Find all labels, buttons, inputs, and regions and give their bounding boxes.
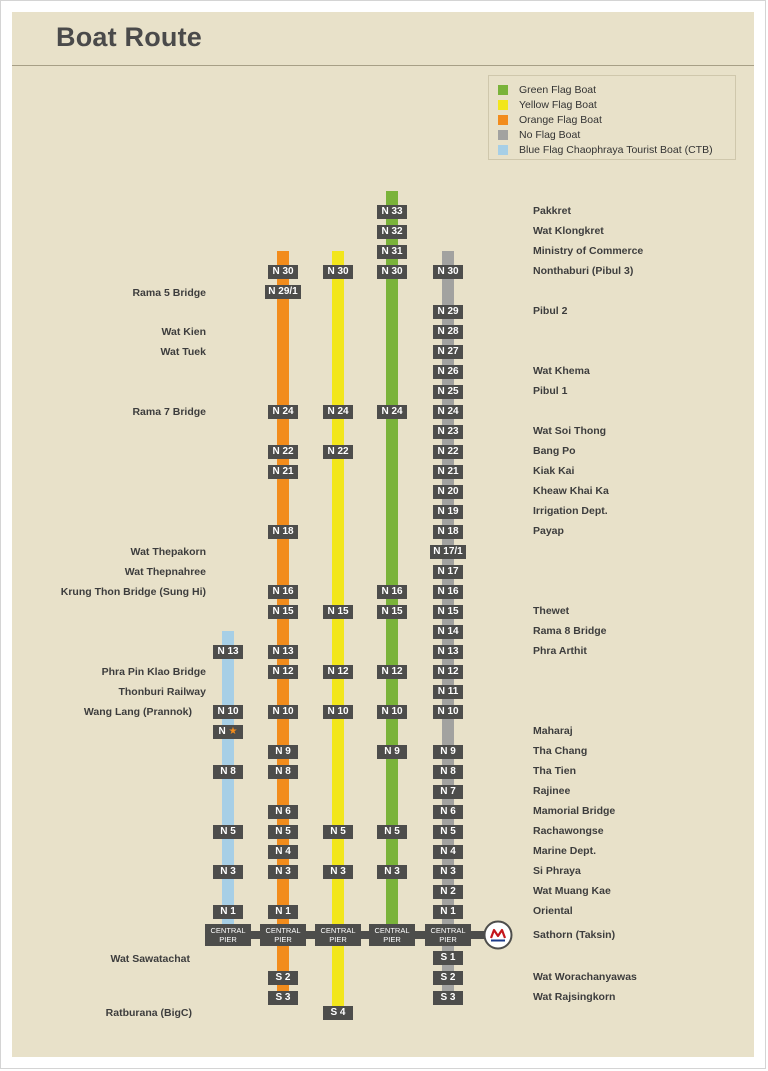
station-gray: N 1 [433,905,463,919]
station-blue: N ★ [213,725,243,739]
pier-label-left: Ratburana (BigC) [105,1007,192,1019]
pier-label-right: Rama 8 Bridge [533,625,607,637]
route-line-cap-gray [442,251,454,261]
station-gray: N 25 [433,385,463,399]
station-gray: N 7 [433,785,463,799]
station-gray: N 2 [433,885,463,899]
station-orange: N 18 [268,525,298,539]
pier-label-right: Maharaj [533,725,573,737]
station-blue: N 5 [213,825,243,839]
route-line-cap-yellow [332,251,344,261]
pier-label-right: Wat Worachanyawas [533,971,637,983]
pier-label-left: Wat Sawatachat [110,953,190,965]
legend-swatch [498,130,508,140]
page-title: Boat Route [56,22,202,52]
station-gray: N 21 [433,465,463,479]
central-pier-box-green: CENTRAL PIER [369,924,415,946]
station-yellow: N 3 [323,865,353,879]
legend-label: Orange Flag Boat [519,113,602,126]
pier-label-right: Marine Dept. [533,845,597,857]
station-gray: N 15 [433,605,463,619]
station-green: N 3 [377,865,407,879]
route-map-card [12,12,754,1057]
legend-swatch [498,115,508,125]
station-gray: N 13 [433,645,463,659]
route-line-cap-orange [277,251,289,261]
legend-item [498,142,713,157]
bts-logo-icon [483,920,513,950]
pier-label-right: Wat Klongkret [533,225,604,237]
station-gray: N 16 [433,585,463,599]
central-pier-box-orange: CENTRAL PIER [260,924,306,946]
station-gray: N 12 [433,665,463,679]
station-yellow: S 4 [323,1006,353,1020]
station-green: N 9 [377,745,407,759]
station-gray: N 17 [433,565,463,579]
station-gray: N 5 [433,825,463,839]
station-green: N 5 [377,825,407,839]
pier-label-right: Pakkret [533,205,571,217]
station-green: N 16 [377,585,407,599]
central-pier-box-gray: CENTRAL PIER [425,924,471,946]
station-gray: N 18 [433,525,463,539]
pier-label-right: Wat Rajsingkorn [533,991,616,1003]
pier-label-right: Oriental [533,905,573,917]
station-orange: N 5 [268,825,298,839]
pier-label-left: Krung Thon Bridge (Sung Hi) [60,586,206,598]
station-blue: N 13 [213,645,243,659]
station-gray: N 23 [433,425,463,439]
station-gray: N 26 [433,365,463,379]
station-green: N 30 [377,265,407,279]
station-gray: N 28 [433,325,463,339]
legend-swatch [498,85,508,95]
station-orange: N 6 [268,805,298,819]
legend-swatch [498,100,508,110]
pier-label-right: Pibul 1 [533,385,568,397]
pier-label-left: Wat Kien [161,326,206,338]
station-yellow: N 30 [323,265,353,279]
station-gray: N 17/1 [430,545,466,559]
pier-label-right: Tha Tien [533,765,576,777]
station-orange: N 13 [268,645,298,659]
pier-label-right: Bang Po [533,445,576,457]
station-orange: N 1 [268,905,298,919]
route-line-yellow [332,251,344,1015]
station-yellow: N 22 [323,445,353,459]
station-blue: N 8 [213,765,243,779]
station-orange: S 2 [268,971,298,985]
pier-label-left: Wat Thepakorn [130,546,206,558]
pier-label-right: Tha Chang [533,745,588,757]
route-line-green [386,191,398,932]
route-line-cap-blue [222,631,234,641]
station-orange: N 8 [268,765,298,779]
station-gray: N 27 [433,345,463,359]
pier-label-right: Mamorial Bridge [533,805,616,817]
pier-label-left: Wat Tuek [160,346,206,358]
station-gray: N 14 [433,625,463,639]
pier-label-left: Wat Thepnahree [124,566,206,578]
station-yellow: N 24 [323,405,353,419]
station-green: N 31 [377,245,407,259]
station-orange: N 24 [268,405,298,419]
station-gray: N 8 [433,765,463,779]
central-pier-box-yellow: CENTRAL PIER [315,924,361,946]
station-orange: N 22 [268,445,298,459]
pier-label-right: Rachawongse [533,825,604,837]
central-pier-box-blue: CENTRAL PIER [205,924,251,946]
station-orange: N 10 [268,705,298,719]
station-green: N 24 [377,405,407,419]
station-green: N 33 [377,205,407,219]
pier-label-right: Pibul 2 [533,305,568,317]
station-gray: N 10 [433,705,463,719]
station-orange: N 3 [268,865,298,879]
station-gray: N 20 [433,485,463,499]
station-orange: N 4 [268,845,298,859]
station-orange: N 9 [268,745,298,759]
station-green: N 10 [377,705,407,719]
title-divider [12,65,754,66]
pier-label-left: Thonburi Railway [118,686,206,698]
station-green: N 32 [377,225,407,239]
pier-label-right: Kiak Kai [533,465,575,477]
station-orange: N 30 [268,265,298,279]
station-gray: N 24 [433,405,463,419]
legend-label: Blue Flag Chaophraya Tourist Boat (CTB) [519,143,713,156]
station-yellow: N 10 [323,705,353,719]
pier-label-right: Payap [533,525,564,537]
pier-label-left: Rama 7 Bridge [132,406,206,418]
station-gray: S 3 [433,991,463,1005]
pier-label-right: Wat Soi Thong [533,425,607,437]
station-orange: S 3 [268,991,298,1005]
legend-swatch [498,145,508,155]
station-orange: N 15 [268,605,298,619]
station-gray: S 1 [433,951,463,965]
legend-item [498,127,580,142]
station-orange: N 21 [268,465,298,479]
station-green: N 12 [377,665,407,679]
station-yellow: N 5 [323,825,353,839]
station-green: N 15 [377,605,407,619]
pier-label-left: Rama 5 Bridge [132,287,206,299]
pier-label-right: Thewet [533,605,570,617]
legend-item [498,82,596,97]
station-blue: N 10 [213,705,243,719]
pier-label-right: Irrigation Dept. [533,505,608,517]
pier-label-right: Rajinee [533,785,571,797]
station-gray: N 19 [433,505,463,519]
station-yellow: N 15 [323,605,353,619]
station-blue: N 3 [213,865,243,879]
route-line-blue [222,631,234,932]
pier-label-right: Sathorn (Taksin) [533,929,616,941]
pier-label-right: Ministry of Commerce [533,245,644,257]
legend-label: Green Flag Boat [519,83,597,96]
station-gray: N 6 [433,805,463,819]
legend-item [498,112,602,127]
station-gray: N 22 [433,445,463,459]
pier-label-right: Phra Arthit [533,645,587,657]
pier-label-right: Wat Khema [533,365,590,377]
station-orange: N 29/1 [265,285,301,299]
station-gray: N 29 [433,305,463,319]
pier-label-right: Si Phraya [533,865,581,877]
station-yellow: N 12 [323,665,353,679]
station-gray: N 3 [433,865,463,879]
legend [488,75,736,160]
route-line-cap-green [386,191,398,201]
station-blue: N 1 [213,905,243,919]
station-orange: N 16 [268,585,298,599]
legend-label: No Flag Boat [519,128,581,141]
pier-label-right: Nonthaburi (Pibul 3) [533,265,634,277]
pier-label-right: Wat Muang Kae [533,885,611,897]
station-gray: S 2 [433,971,463,985]
pier-label-left: Wang Lang (Prannok) [83,706,192,718]
pier-label-right: Kheaw Khai Ka [533,485,609,497]
station-orange: N 12 [268,665,298,679]
legend-label: Yellow Flag Boat [519,98,597,111]
station-gray: N 11 [433,685,463,699]
pier-label-left: Phra Pin Klao Bridge [101,666,206,678]
legend-item [498,97,597,112]
station-gray: N 30 [433,265,463,279]
station-gray: N 9 [433,745,463,759]
station-gray: N 4 [433,845,463,859]
route-line-orange [277,251,289,1000]
